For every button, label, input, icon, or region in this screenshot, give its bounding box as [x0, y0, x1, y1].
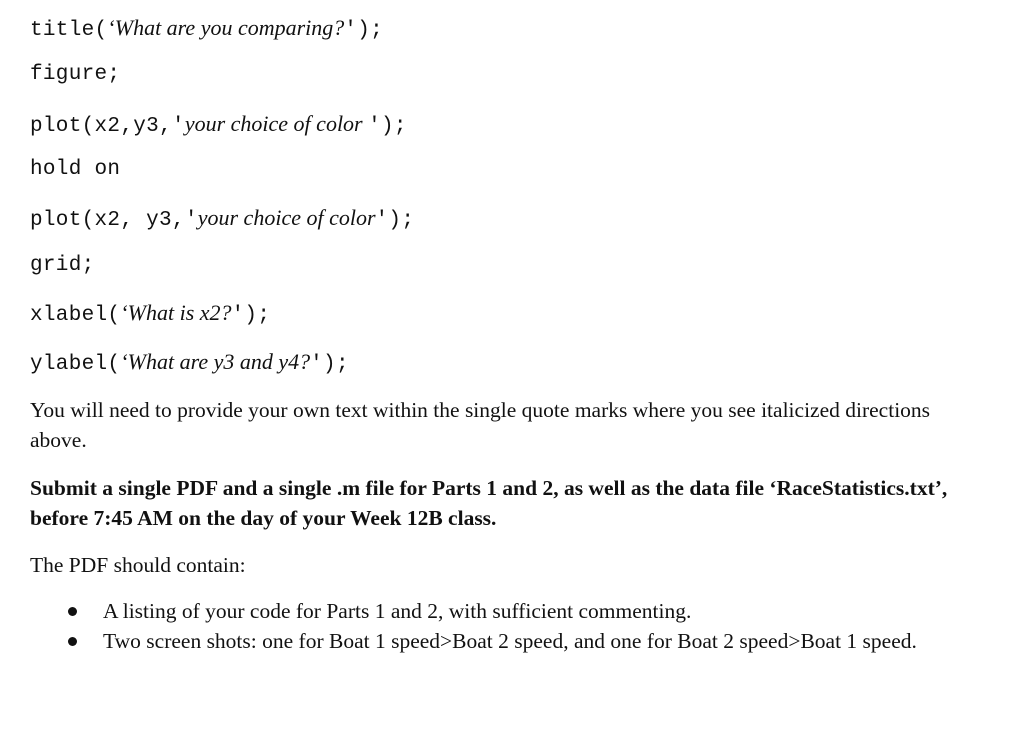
- submission-notice: Submit a single PDF and a single .m file for Parts 1 and 2, as well as the data file ‘RaceStatistics.txt’, before 7:45 AM on the day of your Week 12B class.: [30, 476, 948, 530]
- code-line-grid: [30, 252, 95, 280]
- code-text: hold on: [30, 158, 121, 181]
- list-item-text: Two screen shots: one for Boat 1 speed>Boat 2 speed, and one for Boat 2 speed>Boat 1 speed.: [103, 629, 917, 653]
- code-text: plot(x2, y3,': [30, 209, 198, 232]
- code-placeholder-text: ‘What are you comparing?: [107, 15, 345, 40]
- code-placeholder-text: your choice of color: [197, 205, 376, 230]
- code-text: ');: [375, 209, 415, 232]
- code-line-ylabel: [30, 348, 349, 376]
- code-placeholder-text: ‘What is x2?: [120, 300, 232, 325]
- pdf-contents-intro: The PDF should contain:: [30, 553, 246, 577]
- bullet-icon: [68, 637, 77, 646]
- code-placeholder-text: your choice of color: [184, 111, 369, 136]
- code-text: ');: [368, 115, 407, 138]
- code-text: title(: [30, 19, 108, 42]
- code-text: ');: [231, 304, 271, 327]
- list-item: [30, 626, 990, 656]
- code-text: ylabel(: [30, 353, 121, 376]
- code-text: xlabel(: [30, 304, 121, 327]
- code-text: ');: [344, 19, 384, 42]
- code-text: grid;: [30, 254, 95, 277]
- code-line-figure: [30, 61, 120, 89]
- code-text: plot(x2,y3,': [30, 115, 185, 138]
- list-item-text: A listing of your code for Parts 1 and 2, with sufficient commenting.: [103, 599, 692, 623]
- code-placeholder-text: ‘What are y3 and y4?: [120, 349, 311, 374]
- code-line-hold-on: [30, 156, 120, 184]
- pdf-contents-list: [30, 596, 990, 656]
- code-text: ');: [310, 353, 349, 376]
- code-line-xlabel: [30, 299, 270, 327]
- bullet-icon: [68, 607, 77, 616]
- code-line-plot-2: [30, 204, 414, 232]
- code-line-plot-1: [30, 110, 407, 138]
- list-item: [30, 596, 990, 626]
- code-text: figure;: [30, 63, 121, 86]
- instructions-paragraph: You will need to provide your own text within the single quote marks where you see italicized directions above.: [30, 398, 931, 452]
- code-line-title: [30, 14, 383, 42]
